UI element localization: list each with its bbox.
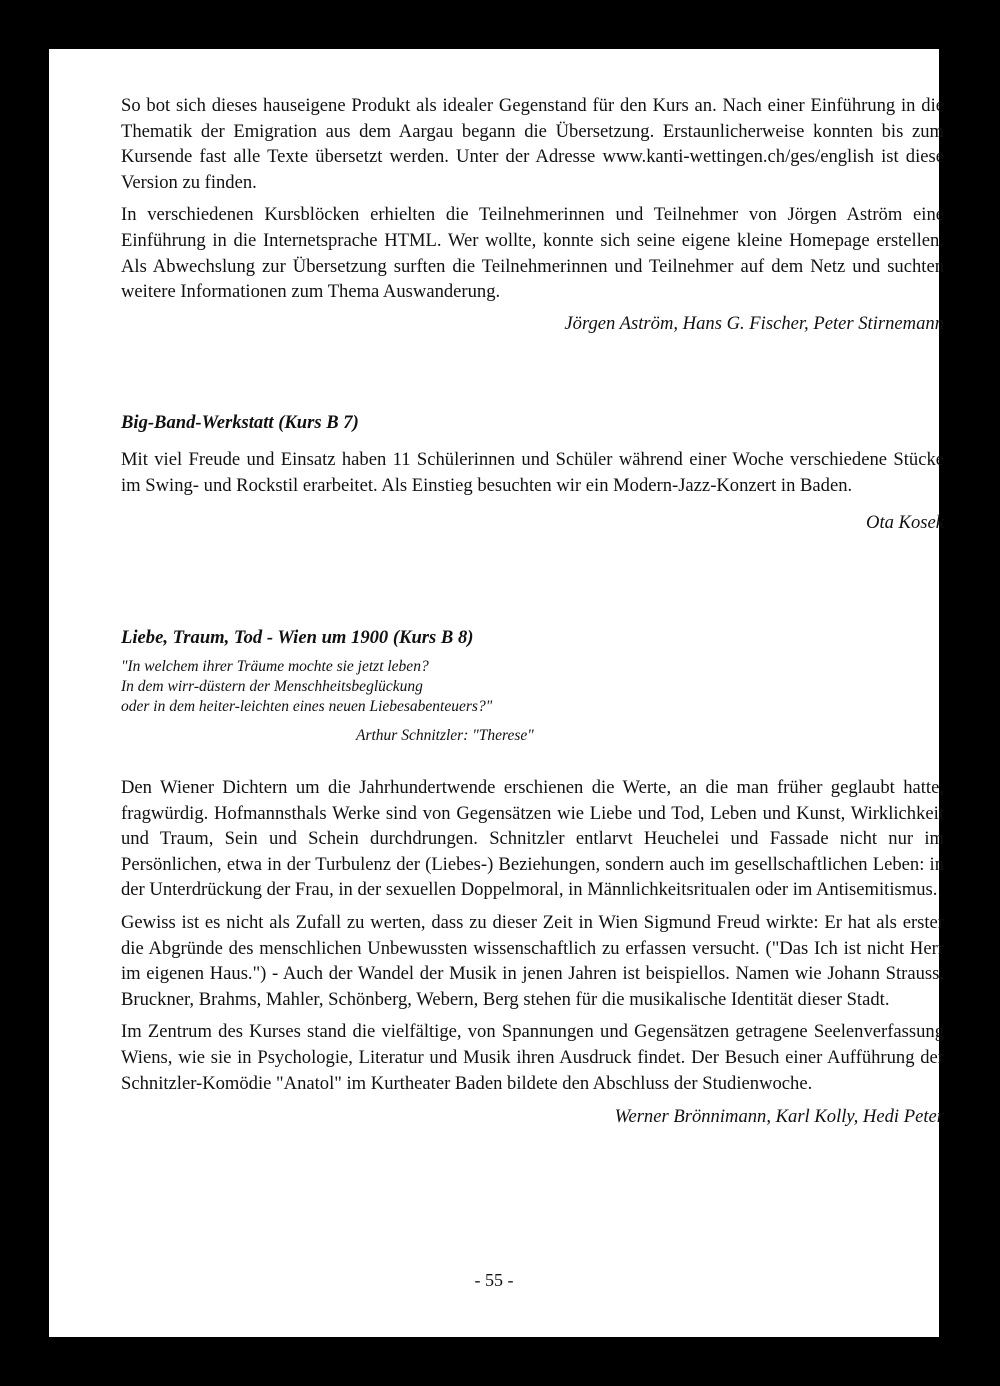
- quote-source: Arthur Schnitzler: "Therese": [356, 727, 534, 744]
- wien-paragraph-1: Den Wiener Dichtern um die Jahrhundertwende erschienen die Werte, an die man früher geglaubt hatte, fragwürdig. Hofmannsthals Werke sind von Gegensätzen wie Liebe und Tod, Leben und Kunst, Wirklichkeit und Traum, Sein und Schein durchdrungen. Schnitzler entlarvt Heuchelei und Fassade nicht nur im Persönlichen, etwa in der Turbulenz der (Liebes-) Beziehungen, sondern auch im gesellschaftlichen Leben: in der Unterdrückung der Frau, in der sexuellen Doppelmoral, in Männlichkeitsritualen oder im Antisemitismus.: [121, 777, 944, 901]
- wien-paragraph-3: Im Zentrum des Kurses stand die vielfältige, von Spannungen und Gegensätzen getragene Seelenverfassung Wiens, wie sie in Psychologie, Literatur und Musik ihren Ausdruck findet. Der Besuch einer Aufführung der Schnitzler-Komödie "Anatol" im Kurtheater Baden bildete den Abschluss der Studienwoche.: [121, 1021, 944, 1094]
- bigband-heading: Big-Band-Werkstatt (Kurs B 7): [121, 412, 359, 433]
- intro-section: [121, 93, 944, 335]
- page-number: - 55 -: [474, 1270, 514, 1290]
- quote-line: "In welchem ihrer Träume mochte sie jetzt leben?: [121, 658, 429, 675]
- bigband-section: [121, 412, 944, 534]
- bigband-signature: Ota Kosek: [866, 512, 944, 534]
- wien-signature: Werner Brönnimann, Karl Kolly, Hedi Peter: [614, 1106, 944, 1128]
- document-page: [49, 49, 944, 1337]
- wien-paragraph-2: Gewiss ist es nicht als Zufall zu werten, dass zu dieser Zeit in Wien Sigmund Freud wirkte: Er hat als erster die Abgründe des menschlichen Unbewussten wissenschaftlich zu erfassen versucht. ("Das Ich ist nicht Herr im eigenen Haus.") - Auch der Wandel der Musik in jenen Jahren ist beispiellos. Namen wie Johann Strauss, Bruckner, Brahms, Mahler, Schönberg, Webern, Berg stehen für die musikalische Identität dieser Stadt.: [121, 911, 944, 1010]
- intro-signature: Jörgen Aström, Hans G. Fischer, Peter Stirnemann: [564, 312, 944, 334]
- intro-paragraph-1: So bot sich dieses hauseigene Produkt als idealer Gegenstand für den Kurs an. Nach einer Einführung in die Thematik der Emigration aus dem Aargau begann die Übersetzung. Erstaunlicherweise konnten bis zum Kursende fast alle Texte übersetzt werden. Unter der Adresse www.kanti-wettingen.ch/ges/english ist diese Version zu finden.: [121, 95, 944, 193]
- wien-heading: Liebe, Traum, Tod - Wien um 1900 (Kurs B 8): [121, 627, 474, 648]
- quote-line: oder in dem heiter-leichten eines neuen Liebesabenteuers?": [121, 698, 493, 715]
- quote-line: In dem wirr-düstern der Menschheitsbeglückung: [121, 678, 423, 695]
- wien-section: [121, 627, 944, 1128]
- intro-paragraph-2: In verschiedenen Kursblöcken erhielten die Teilnehmerinnen und Teilnehmer von Jörgen Aström eine Einführung in die Internetsprache HTML. Wer wollte, konnte sich seine eigene kleine Homepage erstellen. Als Abwechslung zur Übersetzung surften die Teilnehmerinnen und Teilnehmer auf dem Netz und suchten weitere Informationen zum Thema Auswanderung.: [121, 204, 944, 303]
- wien-quote: [121, 657, 944, 745]
- bigband-paragraph: Mit viel Freude und Einsatz haben 11 Schülerinnen und Schüler während einer Woche verschiedene Stücke im Swing- und Rockstil erarbeitet. Als Einstieg besuchten wir ein Modern-Jazz-Konzert in Baden.: [121, 449, 944, 496]
